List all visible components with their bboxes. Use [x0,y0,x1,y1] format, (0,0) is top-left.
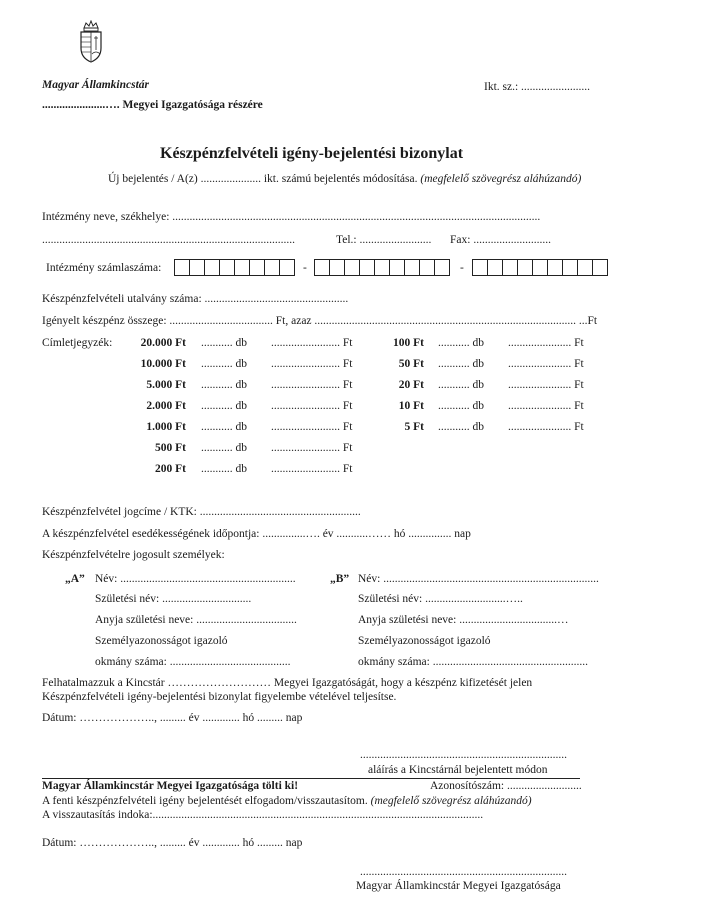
denom-value: 200 Ft [155,463,186,475]
person-b-tag: „B” [330,573,350,585]
ikt-number-field[interactable]: Ikt. sz.: ........................ [484,81,591,93]
denom-db-field[interactable]: ........... db [201,337,247,349]
denom-db-field[interactable]: ........... db [201,463,247,475]
voucher-number-field[interactable]: Készpénzfelvételi utalvány száma: .................................................. [42,293,349,305]
denom-ft-field[interactable]: ........................ Ft [271,358,353,370]
institution-name-continuation[interactable]: ........................................................................................ [42,234,295,246]
denom-ft-field[interactable]: ........................ Ft [271,421,353,433]
denom-value: 100 Ft [393,337,424,349]
denom-db-field[interactable]: ........... db [201,442,247,454]
section-divider [42,778,580,779]
org-name: Magyar Államkincstár [42,79,150,91]
person-b-id-number-field[interactable]: okmány száma: ...................................................... [358,656,588,668]
denominations-label: Címletjegyzék: [42,337,113,349]
denom-value: 50 Ft [398,358,424,370]
document-title: Készpénzfelvételi igény-bejelentési bizonylat [160,145,464,162]
coat-of-arms-emblem [76,20,106,64]
subtitle-text [108,173,581,185]
denom-ft-field[interactable]: ...................... Ft [508,400,584,412]
person-b-name-field[interactable]: Név: ........................................................................... [358,573,599,585]
office-date-field[interactable]: Dátum: ……………….., ......... év ............. hó ......... nap [42,837,303,849]
fax-field[interactable]: Fax: ........................... [450,234,551,246]
denom-value: 5 Ft [404,421,424,433]
authorization-line-1: Felhatalmazzuk a Kincstár ……………………… Megyei Igazgatóságát, hogy a készpénz kifizetését jelen [42,677,533,689]
denom-ft-field[interactable]: ........................ Ft [271,442,353,454]
signature-label: aláírás a Kincstárnál bejelentett módon [368,764,548,776]
denom-db-field[interactable]: ........... db [201,379,247,391]
office-reason-field[interactable]: A visszautasítás indoka:................................................................................................................... [42,809,484,821]
person-a-id-label: Személyazonosságot igazoló [95,635,228,647]
person-b-id-label: Személyazonosságot igazoló [358,635,491,647]
account-number-boxes-1[interactable] [174,259,295,276]
denom-db-field[interactable]: ........... db [438,421,484,433]
due-date-field[interactable]: A készpénzfelvétel esedékességének időpontja: ...............…. év ...........…… hó ............... nap [42,528,471,540]
subtitle-main[interactable]: Új bejelentés / A(z) ..................... ikt. számú bejelentés módosítása. [108,173,418,185]
denom-db-field[interactable]: ........... db [438,379,484,391]
denom-value: 10 Ft [398,400,424,412]
denom-ft-field[interactable]: ........................ Ft [271,400,353,412]
account-number-label: Intézmény számlaszáma: [46,262,162,274]
office-accept-main[interactable]: A fenti készpénzfelvételi igény bejelentését elfogadom/visszautasítom. [42,795,368,807]
account-number-boxes-2[interactable] [314,259,450,276]
person-a-mother-field[interactable]: Anyja születési neve: ................................... [95,614,297,626]
office-signature-label: Magyar Államkincstár Megyei Igazgatósága [356,880,561,892]
office-heading: Magyar Államkincstár Megyei Igazgatósága tölti ki! [42,780,299,792]
denom-ft-field[interactable]: ........................ Ft [271,463,353,475]
denom-ft-field[interactable]: ...................... Ft [508,337,584,349]
denom-db-field[interactable]: ........... db [201,400,247,412]
office-signature-line[interactable]: ........................................................................ [360,866,567,878]
amount-field[interactable]: Igényelt készpénz összege: .................................... Ft, azaz ........................................................................................... ...Ft [42,315,598,327]
institution-name-field[interactable]: Intézmény neve, székhelye: ................................................................................................................................ [42,211,541,223]
directorate-field[interactable]: ......................…. Megyei Igazgatósága részére [42,99,263,111]
denom-ft-field[interactable]: ...................... Ft [508,358,584,370]
signature-line[interactable]: ........................................................................ [360,749,567,761]
legal-title-field[interactable]: Készpénzfelvétel jogcíme / KTK: ........................................................ [42,506,361,518]
person-a-tag: „A” [65,573,85,585]
denom-value: 20.000 Ft [140,337,186,349]
authorization-line-2: Készpénzfelvételi igény-bejelentési bizonylat figyelembe vételével teljesítse. [42,691,397,703]
office-accept-note: (megfelelő szövegrész aláhúzandó) [370,795,532,807]
tel-field[interactable]: Tel.: ......................... [336,234,432,246]
denom-db-field[interactable]: ........... db [201,358,247,370]
account-separator-1: - [303,262,307,274]
denom-value: 2.000 Ft [146,400,186,412]
denom-value: 10.000 Ft [140,358,186,370]
denom-value: 1.000 Ft [146,421,186,433]
denom-db-field[interactable]: ........... db [438,358,484,370]
denom-value: 20 Ft [398,379,424,391]
person-b-birth-name-field[interactable]: Születési név: ............................….. [358,593,523,605]
person-a-birth-name-field[interactable]: Születési név: ............................... [95,593,252,605]
denom-db-field[interactable]: ........... db [201,421,247,433]
person-a-name-field[interactable]: Név: ............................................................. [95,573,296,585]
denom-ft-field[interactable]: ........................ Ft [271,379,353,391]
denom-db-field[interactable]: ........... db [438,400,484,412]
account-number-boxes-3[interactable] [472,259,608,276]
denom-ft-field[interactable]: ........................ Ft [271,337,353,349]
denom-db-field[interactable]: ........... db [438,337,484,349]
subtitle-note: (megfelelő szövegrész aláhúzandó) [420,173,582,185]
authorization-date-field[interactable]: Dátum: ……………….., ......... év ............. hó ......... nap [42,712,303,724]
denom-value: 5.000 Ft [146,379,186,391]
account-separator-2: - [460,262,464,274]
person-b-mother-field[interactable]: Anyja születési neve: ..................................… [358,614,569,626]
denom-ft-field[interactable]: ...................... Ft [508,421,584,433]
denom-ft-field[interactable]: ...................... Ft [508,379,584,391]
person-a-id-number-field[interactable]: okmány száma: .......................................... [95,656,291,668]
office-accept-text [42,795,532,807]
office-id-number-field[interactable]: Azonosítószám: .......................... [430,780,582,792]
authorized-persons-label: Készpénzfelvételre jogosult személyek: [42,549,225,561]
denom-value: 500 Ft [155,442,186,454]
